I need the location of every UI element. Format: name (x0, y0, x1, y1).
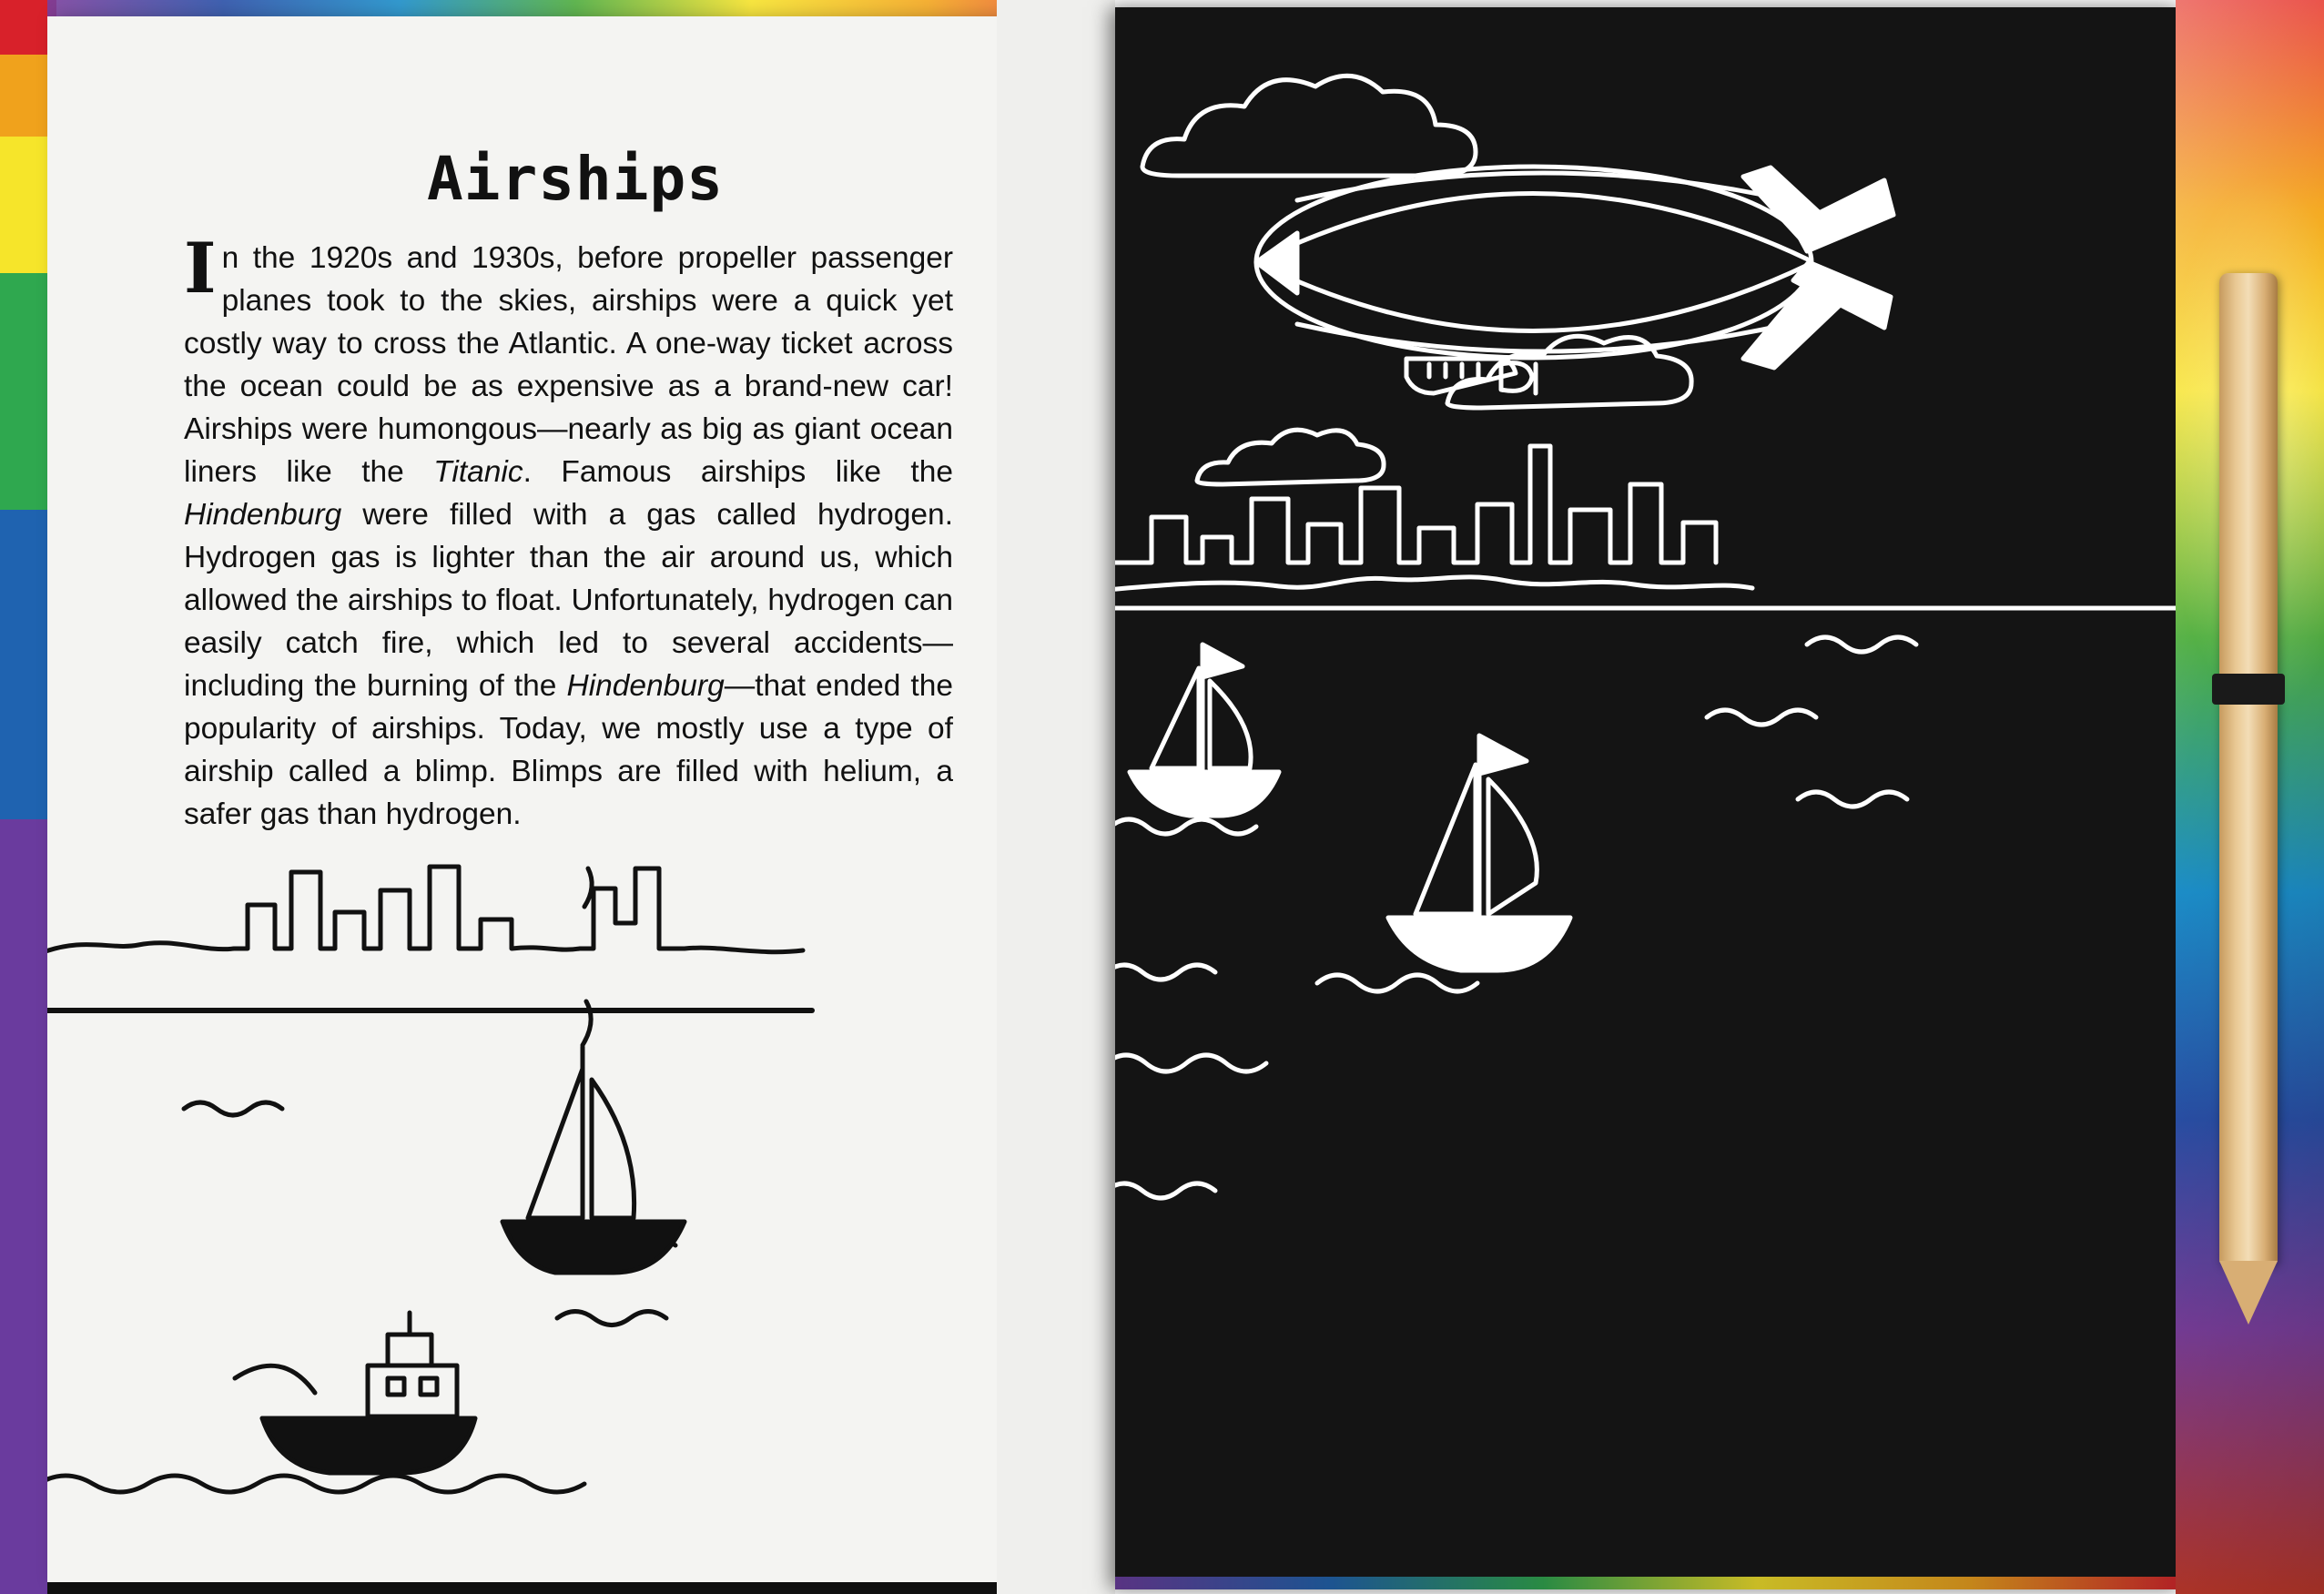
left-page-illustration (47, 836, 1103, 1582)
right-page-illustration (1115, 7, 2185, 1589)
article-paragraph: n the 1920s and 1930s, before propeller passenger planes took to the skies, airships were a quick yet costly way to cross the Atlantic. A one-way ticket across the ocean could be as expensive as a brand-new car! Airships were humongous—nearly as big as giant ocean liners like the Titanic. Famous airships like the Hindenburg were filled with a gas called hydrogen. Hydrogen gas is lighter than the air around us, which allowed the airships to float. Unfortunately, hydrogen can easily catch fire, which led to several accidents—including the burning of the Hindenburg—that ended the popularity of airships. Today, we mostly use a type of airship called a blimp. Blimps are filled with helium, a safer gas than hydrogen. (184, 241, 953, 831)
italic-hindenburg-2: Hindenburg (566, 669, 725, 703)
italic-hindenburg-1: Hindenburg (184, 498, 342, 532)
article-text (184, 228, 953, 836)
stylus-tip (2219, 1261, 2278, 1325)
drop-cap: I (184, 228, 217, 309)
stylus-elastic-band (2212, 674, 2285, 705)
right-page-bottom-foil (1115, 1577, 2185, 1589)
right-page-scratch-art (1115, 7, 2185, 1589)
left-page (47, 16, 1103, 1582)
scratch-stylus[interactable] (2219, 273, 2278, 1265)
italic-titanic: Titanic (433, 455, 523, 489)
page-title: Airships (427, 144, 724, 214)
left-page-top-edge (47, 0, 1103, 18)
